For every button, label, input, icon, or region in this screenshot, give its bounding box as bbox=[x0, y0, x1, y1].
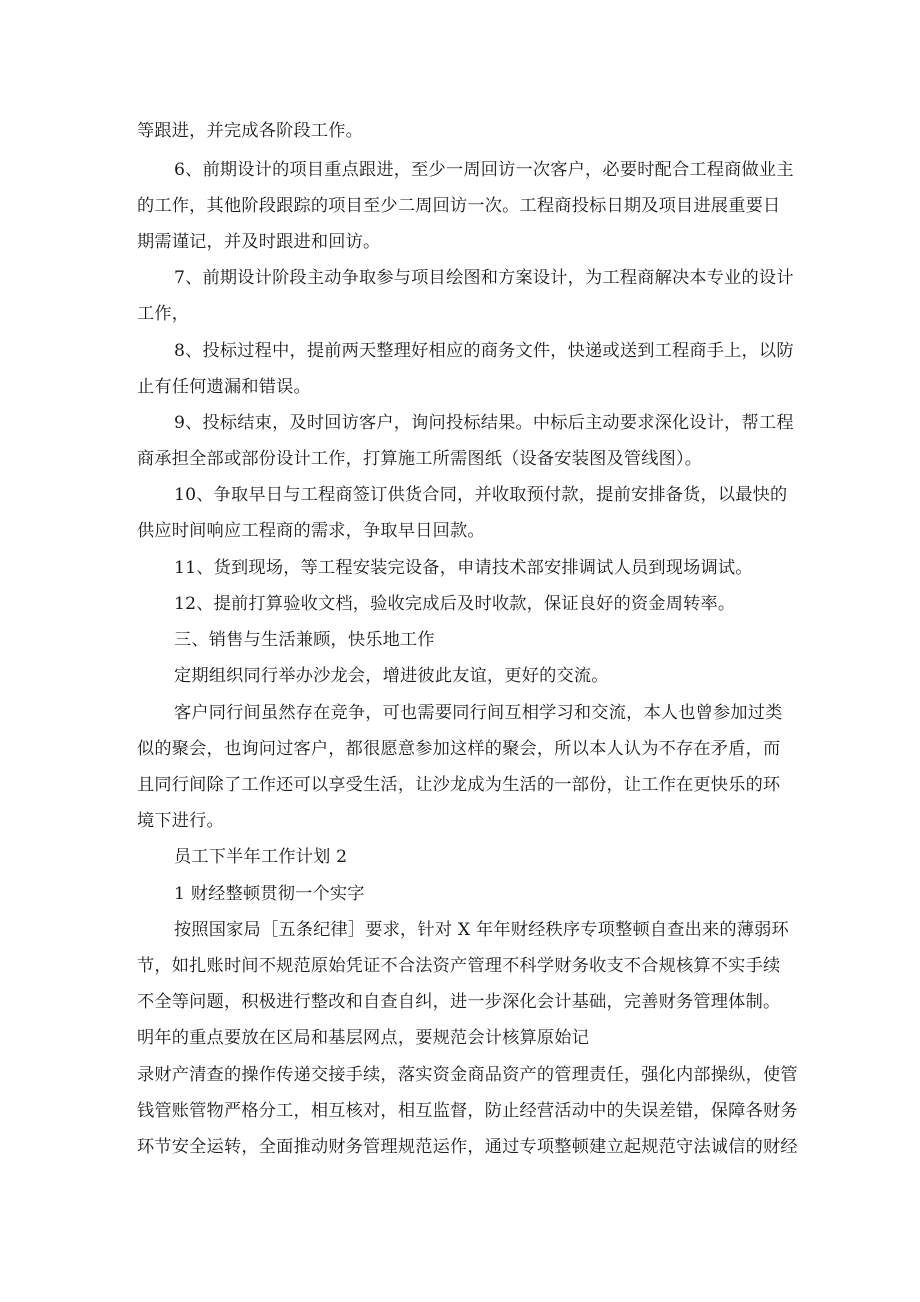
text-line: 按照国家局［五条纪律］要求，针对 X 年年财经秩序专项整顿自查出来的薄弱环 bbox=[174, 920, 789, 940]
text-line: 环节安全运转，全面推动财务管理规范运作，通过专项整顿建立起规范守法诚信的财经 bbox=[137, 1137, 798, 1157]
text-line: 供应时间响应工程商的需求，争取早日回款。 bbox=[137, 521, 485, 541]
text-line: 境下进行。 bbox=[137, 811, 224, 831]
text-line: 不全等问题，积极进行整改和自查自纠，进一步深化会计基础，完善财务管理体制。 bbox=[137, 992, 781, 1012]
text-line: 期需谨记，并及时跟进和回访。 bbox=[137, 232, 381, 252]
text-line: 明年的重点要放在区局和基层网点，要规范会计核算原始记 bbox=[137, 1028, 590, 1048]
text-line: 钱管账管物严格分工，相互核对，相互监督，防止经营活动中的失误差错，保障各财务 bbox=[137, 1101, 798, 1121]
text-line: 的工作，其他阶段跟踪的项目至少二周回访一次。工程商投标日期及项目进展重要日 bbox=[137, 196, 781, 216]
text-line: 10、争取早日与工程商签订供货合同，并收取预付款，提前安排备货，以最快的 bbox=[174, 485, 788, 505]
text-line: 8、投标过程中，提前两天整理好相应的商务文件，快递或送到工程商手上，以防 bbox=[174, 341, 794, 361]
text-line: 且同行间除了工作还可以享受生活，让沙龙成为生活的一部份，让工作在更快乐的环 bbox=[137, 775, 781, 795]
section-heading: 1 财经整顿贯彻一个实字 bbox=[174, 884, 365, 904]
text-line: 等跟进，并完成各阶段工作。 bbox=[137, 121, 364, 141]
text-line: 工作， bbox=[137, 304, 190, 324]
text-line: 商承担全部或部份设计工作，打算施工所需图纸（设备安装图及管线图）。 bbox=[137, 449, 703, 469]
section-heading: 三、销售与生活兼顾，快乐地工作 bbox=[174, 630, 435, 650]
text-line: 9、投标结束，及时回访客户，询问投标结果。中标后主动要求深化设计，帮工程 bbox=[174, 413, 794, 433]
text-line: 11、货到现场，等工程安装完设备，申请技术部安排调试人员到现场调试。 bbox=[174, 558, 753, 578]
text-line: 止有任何遗漏和错误。 bbox=[137, 377, 311, 397]
document-title: 员工下半年工作计划 2 bbox=[174, 847, 348, 867]
text-line: 客户同行间虽然存在竞争，可也需要同行间互相学习和交流，本人也曾参加过类 bbox=[174, 703, 783, 723]
text-line: 6、前期设计的项目重点跟进，至少一周回访一次客户，必要时配合工程商做业主 bbox=[174, 160, 794, 180]
text-line: 7、前期设计阶段主动争取参与项目绘图和方案设计，为工程商解决本专业的设计 bbox=[174, 268, 794, 288]
text-line: 节，如扎账时间不规范原始凭证不合法资产管理不科学财务收支不合规核算不实手续 bbox=[137, 956, 781, 976]
text-line: 定期组织同行举办沙龙会，增进彼此友谊，更好的交流。 bbox=[174, 666, 609, 686]
text-line: 似的聚会，也询问过客户，都很愿意参加这样的聚会，所以本人认为不存在矛盾，而 bbox=[137, 739, 781, 759]
text-line: 录财产清查的操作传递交接手续，落实资金商品资产的管理责任，强化内部操纵，使管 bbox=[137, 1065, 798, 1085]
text-line: 12、提前打算验收文档，验收完成后及时收款，保证良好的资金周转率。 bbox=[174, 594, 736, 614]
